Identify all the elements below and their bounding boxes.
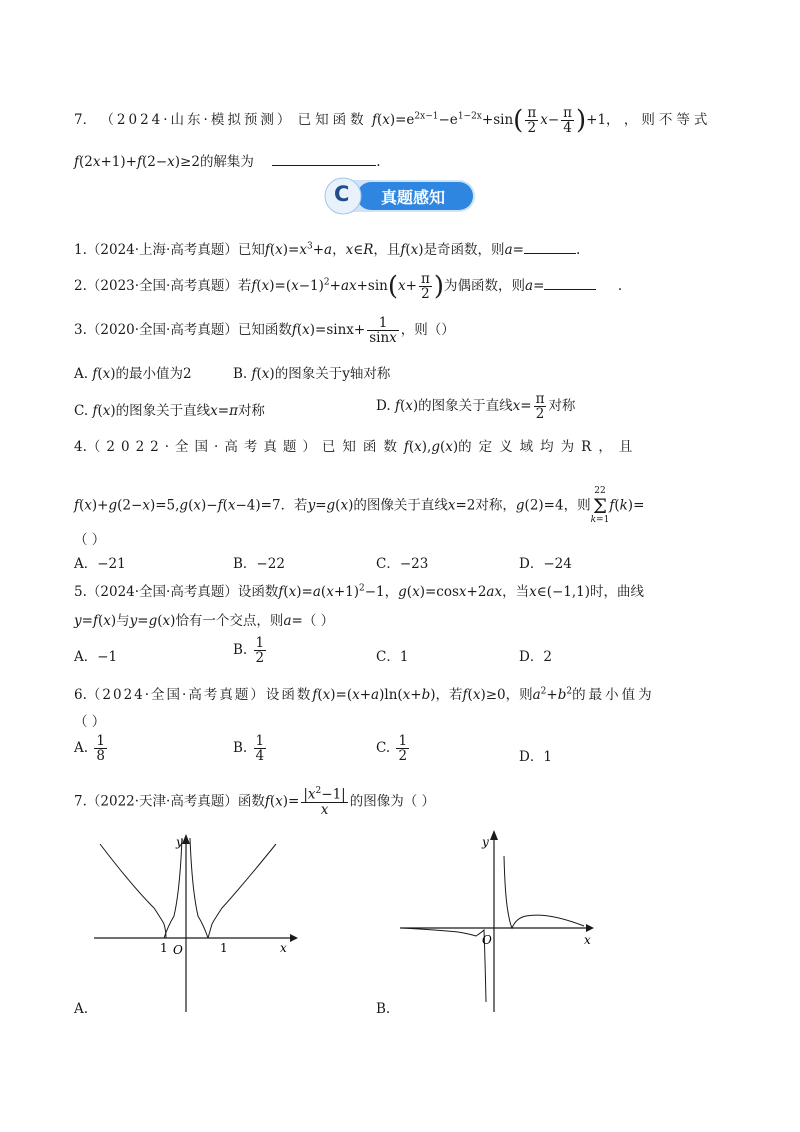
prev-question-7-line2: f(2x+1)+f(2−x)≥2的解集为 . <box>74 154 381 170</box>
graph-b[interactable] <box>398 826 602 1014</box>
fraction: $\frac{|x^2-1|}{x}$ <box>303 786 346 818</box>
option-label: A. <box>74 740 89 757</box>
fraction: $\frac{1}{\sin x}$ <box>369 315 397 347</box>
option-label: C. <box>376 740 391 757</box>
x-axis-arrow <box>586 924 594 932</box>
curve-left <box>100 844 166 938</box>
q6-paren: （ ） <box>74 714 106 730</box>
question-text: . <box>575 242 581 258</box>
origin-label: O <box>173 943 183 957</box>
question-text: ，则 <box>563 497 591 514</box>
question-number: 7. <box>74 793 87 810</box>
q5-option-b[interactable] <box>233 636 268 665</box>
question-text: . <box>617 278 623 295</box>
curve-right <box>504 856 584 928</box>
question-text: 的图像为（ ） <box>349 793 436 810</box>
question-text: 是奇函数，则 <box>423 242 505 258</box>
question-number: 1. <box>74 242 87 258</box>
question-text: 的图像关于直线 <box>353 497 448 514</box>
fraction: $\frac{1}{4}$ <box>255 733 265 765</box>
question-text: 的解集为 <box>199 154 254 170</box>
q5-option-c[interactable]: C．1 <box>376 649 409 665</box>
question-text: 已知函数 <box>237 322 292 339</box>
tick-label-neg1: 1 <box>160 941 168 955</box>
q5-option-a[interactable]: A．−1 <box>74 649 118 665</box>
option-label: B. <box>233 642 248 659</box>
x-axis-arrow <box>290 934 298 942</box>
question-text: ， <box>332 242 346 258</box>
fraction: $\frac{1}{8}$ <box>96 733 105 765</box>
y-axis-label: y <box>482 835 489 849</box>
summation: 22 Σ k=1 <box>590 486 610 525</box>
option-label: B. <box>233 366 248 382</box>
question-text: 函数 <box>237 793 265 810</box>
option-label: C. <box>74 403 89 419</box>
question-1: 1.（2024·上海·高考真题）已知$f(x)=x^3+a$，x∈R，且f(x)是奇函数，则a= . <box>74 241 581 258</box>
option-label: D. <box>376 398 391 415</box>
question-text: 恰有一个交点，则 <box>175 613 284 629</box>
question-source: （2022·全国·高考真题） <box>86 439 322 455</box>
question-text: 为偶函数，则 <box>444 278 526 295</box>
q6-option-a[interactable] <box>74 734 109 763</box>
question-5-line2: y=f(x)与y=g(x)恰有一个交点，则a=（ ） <box>74 613 335 629</box>
question-5: 5.（2024·全国·高考真题）设函数$f(x)=a(x+1)^2-1$，g(x)=cosx+2ax，当x∈(−1,1)时，曲线 <box>74 583 645 600</box>
q3-option-a[interactable]: A. f(x)的最小值为2 <box>74 366 192 382</box>
question-source: （2022·天津·高考真题） <box>86 793 238 810</box>
option-text: 的图象关于直线 <box>115 403 211 419</box>
question-text: 的定义域均为R，且 <box>458 439 640 455</box>
q3-option-c[interactable]: C. f(x)的图象关于直线x=π对称 <box>74 403 265 419</box>
q3-option-d[interactable]: D. f(x)的图象关于直线x= $\frac{\pi}{2}$ 对称 <box>376 391 576 423</box>
q4-option-d[interactable]: D．−24 <box>519 556 572 572</box>
question-text: ，则（） <box>400 322 455 339</box>
question-text: ，若 <box>435 687 463 703</box>
question-source: （2024·全国·高考真题） <box>86 687 266 703</box>
question-4: 4.（2022·全国·高考真题）已知函数f(x),g(x)的定义域均为R，且 <box>74 439 640 455</box>
question-text: （ ） <box>302 613 335 629</box>
y-axis-arrow <box>182 834 190 844</box>
question-text: ，则 <box>505 687 533 703</box>
question-number: 2. <box>74 278 87 295</box>
question-text: ，则不等式 <box>623 112 712 129</box>
option-label: A. <box>74 366 89 382</box>
q4-option-b[interactable]: B．−22 <box>233 556 285 572</box>
question-text: 设函数 <box>237 584 279 600</box>
fraction: $\frac{1}{2}$ <box>398 733 408 765</box>
q5-option-d[interactable]: D．2 <box>519 649 552 665</box>
graph-b-label[interactable]: B. <box>376 1001 391 1017</box>
question-source: （2024·山东·模拟预测） <box>100 112 294 129</box>
fraction: $\frac{\pi}{2}$ <box>420 271 430 303</box>
option-text: 对称 <box>237 403 265 419</box>
q4-option-c[interactable]: C．−23 <box>376 556 429 572</box>
question-source: （2024·上海·高考真题） <box>86 242 238 258</box>
question-number: 7． <box>74 112 97 129</box>
question-number: 3. <box>74 322 87 339</box>
question-text: ．若 <box>280 497 308 514</box>
question-2: 2.（2023·全国·高考真题）若$f(x)=(x-1)^2+ax+\sin(x+$ $\frac{\pi}{2}$ )为偶函数，则a= . <box>74 271 623 303</box>
q4-paren: （ ） <box>74 532 106 548</box>
question-number: 5. <box>74 584 87 600</box>
question-text: 已知 <box>237 242 265 258</box>
formula: f <box>371 112 377 129</box>
question-3: 3.（2020·全国·高考真题）已知函数f(x)=sinx+ $\frac{1}{\sin x}$ ，则（） <box>74 315 455 347</box>
option-label: B. <box>233 740 248 757</box>
x-axis-label: x <box>280 941 287 955</box>
section-letter: C <box>334 182 350 206</box>
curve-right-inner <box>190 838 208 938</box>
question-number: 4. <box>74 439 87 455</box>
curve-right <box>208 844 276 938</box>
q6-option-d[interactable]: D．1 <box>519 749 552 765</box>
graph-a-label[interactable]: A. <box>74 1001 89 1017</box>
origin-label: O <box>482 933 492 947</box>
q4-option-a[interactable]: A．−21 <box>74 556 126 572</box>
section-badge <box>323 176 477 216</box>
curve-left-inner <box>164 838 182 938</box>
graph-a[interactable] <box>92 828 302 1014</box>
answer-blank[interactable] <box>544 289 596 290</box>
question-source: （2020·全国·高考真题） <box>86 322 238 339</box>
question-text: 已知函数 <box>297 112 368 129</box>
q3-option-b[interactable]: B. f(x)的图象关于y轴对称 <box>233 366 391 382</box>
prev-question-7: 7． （2024·山东·模拟预测） 已知函数 $f(x)=e^{2x-1}-e^{1-2x}+\sin$( $\frac{\pi}{2}$ x− $\frac{\pi}{4}$ )+1， ，则不等式 <box>74 105 712 137</box>
question-text: ，当 <box>502 584 530 600</box>
question-4-line2: f(x)+g(2−x)=5,g(x)−f(x−4)=7．若y=g(x)的图像关于直线x=2对称，g(2)=4，则22 Σ k=1f(k)= <box>74 486 645 525</box>
question-text: 若 <box>237 278 252 295</box>
option-text: 的图象关于y轴对称 <box>274 366 391 382</box>
option-text: 的图象关于直线 <box>418 398 513 415</box>
question-text: 时，曲线 <box>590 584 645 600</box>
option-text: 的最小值为2 <box>115 366 192 382</box>
section-title: 真题感知 <box>381 188 446 207</box>
question-source: （2024·全国·高考真题） <box>86 584 238 600</box>
curve-left <box>402 928 486 1002</box>
fraction: $\frac{1}{2}$ <box>255 635 265 667</box>
q6-option-b[interactable] <box>233 734 268 763</box>
question-text: 已知函数 <box>321 439 404 455</box>
fraction: $\frac{\pi}{4}$ <box>563 105 572 137</box>
x-axis-label: x <box>584 933 591 947</box>
question-text: 设函数 <box>265 687 313 703</box>
question-text: ， <box>384 584 399 600</box>
option-text: 对称 <box>548 398 576 415</box>
question-source: （2023·全国·高考真题） <box>86 278 238 295</box>
question-number: 6. <box>74 687 87 703</box>
q6-option-c[interactable] <box>376 734 411 763</box>
question-text: ，且 <box>373 242 401 258</box>
y-axis-label: y <box>176 835 183 849</box>
question-text: 对称， <box>475 497 516 514</box>
answer-blank[interactable] <box>524 253 576 254</box>
question-7: 7.（2022·天津·高考真题）函数f(x)= $\frac{|x^2-1|}{x}$ 的图像为（ ） <box>74 786 436 818</box>
y-axis-arrow <box>490 830 498 840</box>
answer-blank[interactable] <box>272 165 376 166</box>
fraction: $\frac{\pi}{2}$ <box>535 391 545 423</box>
question-text: 的最小值为 <box>572 687 655 703</box>
fraction: $\frac{\pi}{2}$ <box>527 105 537 137</box>
tick-label-1: 1 <box>220 941 228 955</box>
question-6: 6.（2024·全国·高考真题）设函数f(x)=(x+a)ln(x+b)，若f(x)≥0，则$a^2+b^2$的最小值为 <box>74 686 655 703</box>
question-text: 与 <box>116 613 130 629</box>
